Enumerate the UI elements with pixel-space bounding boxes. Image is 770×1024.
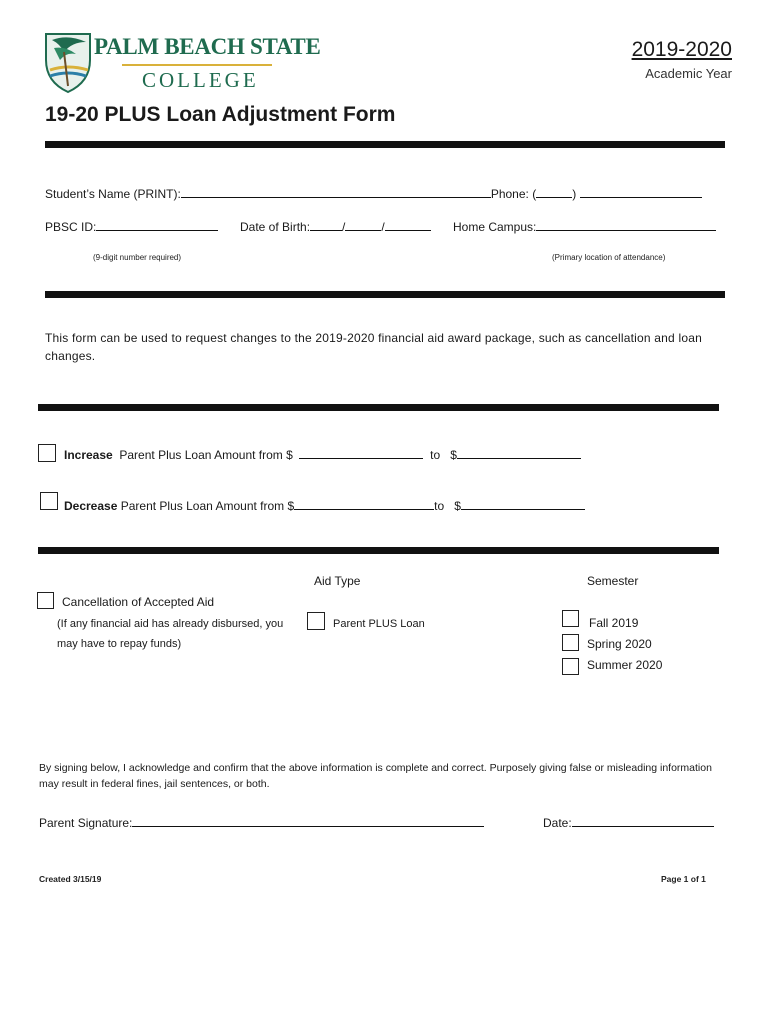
created-date: Created 3/15/19 [39,874,102,884]
dob-sep: / [342,220,346,234]
spring-2020-checkbox[interactable] [562,634,579,651]
increase-from-field[interactable] [299,446,423,459]
decrease-label: Decrease [64,499,118,513]
decrease-row [64,497,585,513]
divider-4 [38,547,719,554]
phone-close: ) [572,187,577,201]
college-logo [42,30,321,96]
home-campus-label: Home Campus: [453,220,537,234]
home-campus-row [453,218,716,234]
logo-gold-rule [122,64,272,66]
divider-2 [45,291,725,298]
pbsc-id-label: PBSC ID: [45,220,97,234]
palm-shield-icon [42,30,94,94]
cancellation-label: Cancellation of Accepted Aid [62,595,215,609]
increase-row [64,446,581,462]
summer-2020-checkbox[interactable] [562,658,579,675]
pbsc-id-note: (9-digit number required) [93,253,182,262]
summer-2020-label: Summer 2020 [587,658,663,672]
increase-to-field[interactable] [457,446,581,459]
increase-to: to [430,448,441,462]
page-title: 19-20 PLUS Loan Adjustment Form [45,103,396,126]
aid-type-header: Aid Type [314,574,361,588]
dob-sep: / [381,220,385,234]
page-number: Page 1 of 1 [661,874,706,884]
phone-label: Phone: ( [490,187,537,201]
logo-text-line2: COLLEGE [142,68,259,92]
home-campus-field[interactable] [536,218,716,231]
date-label: Date: [543,816,572,830]
increase-checkbox[interactable] [38,444,56,462]
dob-year-field[interactable] [385,218,431,231]
spring-2020-label: Spring 2020 [587,637,652,651]
increase-label: Increase [64,448,113,462]
cancellation-note-1: (If any financial aid has already disbursed, you [57,618,284,630]
parent-signature-label: Parent Signature: [39,816,133,830]
academic-year: 2019-2020 [631,38,732,61]
dob-label: Date of Birth: [240,220,311,234]
fall-2019-label: Fall 2019 [589,616,639,630]
student-name-row [45,185,702,201]
cancellation-note-2: may have to repay funds) [57,638,182,650]
pbsc-id-row [45,218,218,234]
academic-year-label: Academic Year [645,66,732,81]
decrease-to: to [434,499,445,513]
dob-month-field[interactable] [310,218,342,231]
acknowledgement-text: By signing below, I acknowledge and confirm that the above information is complete and correct. Purposely giving false or misleading information may result in federal fines, jail sentences, or both. [39,762,712,790]
campus-note: (Primary location of attendance) [552,253,666,262]
logo-text-line1: PALM BEACH STATE [94,34,321,59]
parent-signature-row [39,814,484,830]
decrease-from-field[interactable] [294,497,434,510]
decrease-text: Parent Plus Loan Amount from $ [120,499,295,513]
decrease-dollar: $ [454,499,461,513]
intro-text: This form can be used to request changes to the 2019-2020 financial aid award package, such as cancellation and loan changes. [45,331,702,363]
parent-plus-label: Parent PLUS Loan [333,618,425,630]
pbsc-id-field[interactable] [96,218,218,231]
phone-area-field[interactable] [536,185,572,198]
parent-signature-field[interactable] [132,814,484,827]
parent-plus-checkbox[interactable] [307,612,325,630]
increase-dollar: $ [450,448,457,462]
divider-1 [45,141,725,148]
dob-day-field[interactable] [345,218,381,231]
fall-2019-checkbox[interactable] [562,610,579,627]
date-field[interactable] [572,814,714,827]
phone-number-field[interactable] [580,185,702,198]
decrease-checkbox[interactable] [40,492,58,510]
dob-row [240,218,431,234]
semester-header: Semester [587,574,639,588]
date-row [543,814,714,830]
student-name-label: Student’s Name (PRINT): [45,187,181,201]
decrease-to-field[interactable] [461,497,585,510]
cancellation-checkbox[interactable] [37,592,54,609]
divider-3 [38,404,719,411]
increase-text: Parent Plus Loan Amount from $ [119,448,293,462]
student-name-field[interactable] [181,185,491,198]
